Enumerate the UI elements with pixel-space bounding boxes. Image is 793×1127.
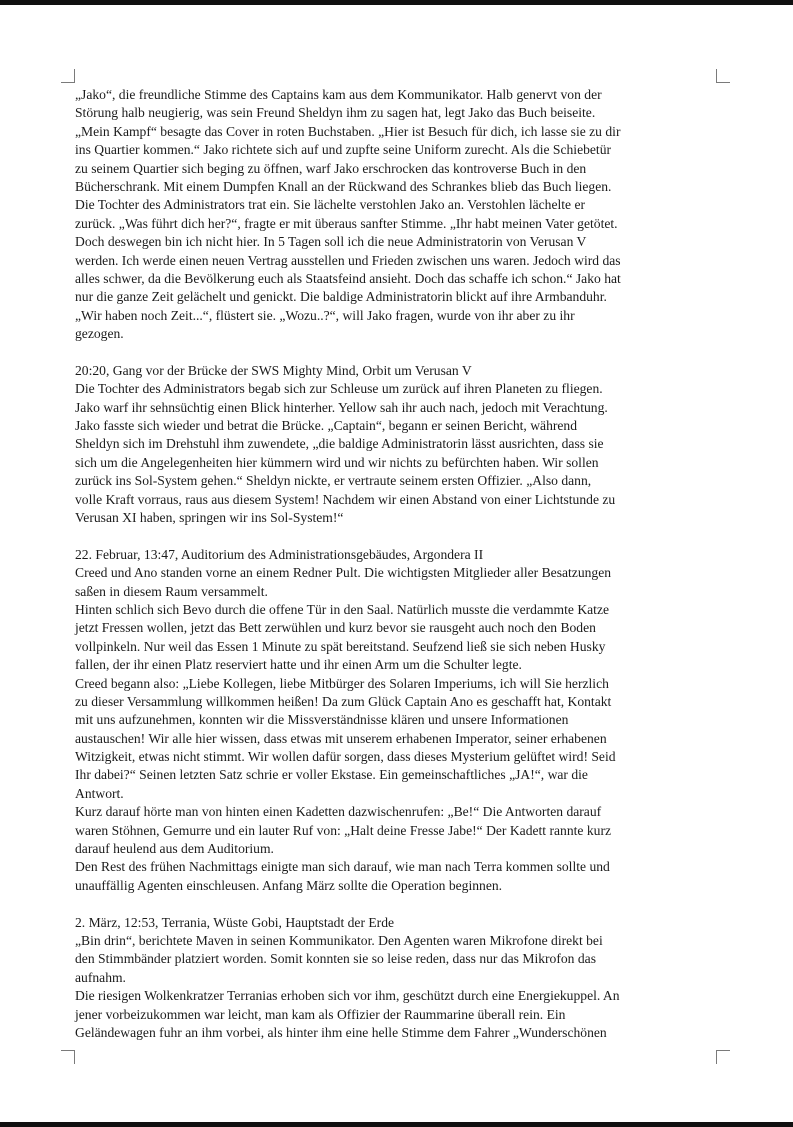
text-line: unauffällig Agenten einschleusen. Anfang März sollte die Operation beginnen. [75,877,503,893]
text-line: Störung halb neugierig, was sein Freund Sheldyn ihm zu sagen hat, legt Jako das Buch beiseite. [75,105,596,121]
text-line: den Stimmbänder platziert worden. Somit konnten sie so leise reden, dass nur das Mikrofon das [75,951,596,967]
section-heading: 2. März, 12:53, Terrania, Wüste Gobi, Hauptstadt der Erde [75,914,395,930]
text-line: Geländewagen fuhr an ihm vorbei, als hinter ihm eine helle Stimme dem Fahrer „Wunderschönen [75,1024,607,1040]
text-line: „Jako“, die freundliche Stimme des Captains kam aus dem Kommunikator. Halb genervt von der [75,87,602,102]
text-boundary-corner-top-left-icon [61,69,75,83]
text-line: Antwort. [75,785,124,801]
text-line: waren Stöhnen, Gemurre und ein lauter Ruf von: „Halt deine Fresse Jabe!“ Der Kadett rannte kurz [75,822,612,838]
section-heading: 22. Februar, 13:47, Auditorium des Administrationsgebäudes, Argondera II [75,546,484,562]
paragraph-spacer [75,527,719,545]
text-line: zu dieser Versammlung willkommen heißen! Da zum Glück Captain Ano es geschafft hat, Kontakt [75,693,612,709]
text-line: Doch deswegen bin ich nicht hier. In 5 Tagen soll ich die neue Administratorin von Verusan V [75,234,587,250]
text-line: Die riesigen Wolkenkratzer Terranias erhoben sich vor ihm, geschützt durch eine Energiekuppel. An [75,988,620,1004]
text-line: gezogen. [75,326,124,342]
text-line: Ihr dabei?“ Seinen letzten Satz schrie er voller Ekstase. Ein gemeinschaftliches „JA!“, war die [75,767,588,783]
text-line: fallen, der ihr einen Platz reserviert hatte und ihr einen Arm um die Schulter legte. [75,657,522,673]
section [75,362,719,528]
section [75,914,719,1043]
text-line: mit uns aufzunehmen, konnten wir die Missverständnisse klären und unsere Informationen [75,712,569,728]
text-boundary-corner-bottom-left-icon [61,1050,75,1064]
text-line: ins Quartier kommen.“ Jako richtete sich auf und zupfte seine Uniform zurecht. Als die Schiebetür [75,142,612,158]
text-line: Creed begann also: „Liebe Kollegen, liebe Mitbürger des Solaren Imperiums, ich will Sie herzlich [75,675,609,691]
paragraph-spacer [75,343,719,361]
text-line: nur die ganze Zeit gelächelt und genickt. Die baldige Administratorin blickt auf ihre Armbanduhr. [75,289,607,305]
text-line: saßen in diesem Raum versammelt. [75,583,268,599]
text-line: „Bin drin“, berichtete Maven in seinen Kommunikator. Den Agenten waren Mikrofone direkt bei [75,932,603,948]
text-line: Die Tochter des Administrators begab sich zur Schleuse um zurück auf ihren Planeten zu fliegen. [75,381,603,397]
text-line: Creed und Ano standen vorne an einem Redner Pult. Die wichtigsten Mitglieder aller Besatzungen [75,565,612,581]
text-line: „Mein Kampf“ besagte das Cover in roten Buchstaben. „Hier ist Besuch für dich, ich lasse sie zu dir [75,123,621,139]
paragraph-spacer [75,895,719,913]
text-line: Sheldyn sich im Drehstuhl ihm zuwendete, „die baldige Administratorin lässt ausrichten, dass sie [75,436,604,452]
text-line: werden. Ich werde einen neuen Vertrag ausstellen und Frieden zwischen uns waren. Jedoch wird das [75,252,621,268]
text-boundary-corner-bottom-right-icon [716,1050,730,1064]
bottom-letterbox-bar [0,1122,793,1127]
document-text-area[interactable] [75,86,719,1042]
text-line: Kurz darauf hörte man von hinten einen Kadetten dazwischenrufen: „Be!“ Die Antworten darauf [75,804,602,820]
text-line: Den Rest des frühen Nachmittags einigte man sich darauf, wie man nach Terra kommen sollte und [75,859,610,875]
text-line: „Wir haben noch Zeit...“, flüstert sie. „Wozu..?“, will Jako fragen, wurde von ihr aber zu ihr [75,307,575,323]
document-page [0,5,793,1122]
text-line: sich um die Angelegenheiten hier kümmern wird und wir nichts zu befürchten haben. Wir sollen [75,454,599,470]
text-line: zurück ins Sol-System gehen.“ Sheldyn nickte, er vertraute seinem ersten Offizier. „Also dann, [75,473,592,489]
text-line: jener vorbeizukommen war leicht, man kam als Offizier der Raummarine überall rein. Ein [75,1006,566,1022]
text-line: Verusan XI haben, springen wir ins Sol-System!“ [75,509,344,525]
text-line: Die Tochter des Administrators trat ein. Sie lächelte verstohlen Jako an. Verstohlen lächelte er [75,197,586,213]
section [75,86,719,343]
text-line: zu seinem Quartier sich beging zu öffnen, warf Jako erschrocken das kontroverse Buch in den [75,160,587,176]
text-line: jetzt Fressen wollen, jetzt das Bett zerwühlen und kurz bevor sie rausgeht auch noch den Boden [75,620,596,636]
text-line: Jako warf ihr sehnsüchtig einen Blick hinterher. Yellow sah ihr auch nach, jedoch mit Verachtung. [75,399,608,415]
section-heading: 20:20, Gang vor der Brücke der SWS Mighty Mind, Orbit um Verusan V [75,362,472,378]
section [75,546,719,895]
text-line: Jako fasste sich wieder und betrat die Brücke. „Captain“, begann er seinen Bericht, während [75,418,578,434]
text-line: aufnahm. [75,969,126,985]
text-line: Bücherschrank. Mit einem Dumpfen Knall an der Rückwand des Schrankes blieb das Buch liegen. [75,178,612,194]
text-line: vollpinkeln. Nur weil das Essen 1 Minute zu spät bereitstand. Seufzend ließ sie sich neben Husky [75,638,606,654]
text-line: zurück. „Was führt dich her?“, fragte er mit überaus sanfter Stimme. „Ihr habt meinen Vater getötet. [75,215,618,231]
text-line: volle Kraft vorraus, raus aus diesem System! Nachdem wir einen Abstand von einer Lichtstunde zu [75,491,616,507]
text-line: darauf heulend aus dem Auditorium. [75,841,274,857]
text-boundary-corner-top-right-icon [716,69,730,83]
text-line: austauschen! Wir alle hier wissen, dass etwas mit unserem erhabenen Imperator, seiner erhabenen [75,730,607,746]
text-line: Witzigkeit, etwas nicht stimmt. Wir wollen dafür sorgen, dass dieses Mysterium gelüftet wird! Seid [75,749,616,765]
text-line: alles schwer, da die Bevölkerung euch als Staatsfeind ansieht. Doch das schaffe ich schon.“ Jako hat [75,270,621,286]
text-line: Hinten schlich sich Bevo durch die offene Tür in den Saal. Natürlich musste die verdammte Katze [75,601,610,617]
